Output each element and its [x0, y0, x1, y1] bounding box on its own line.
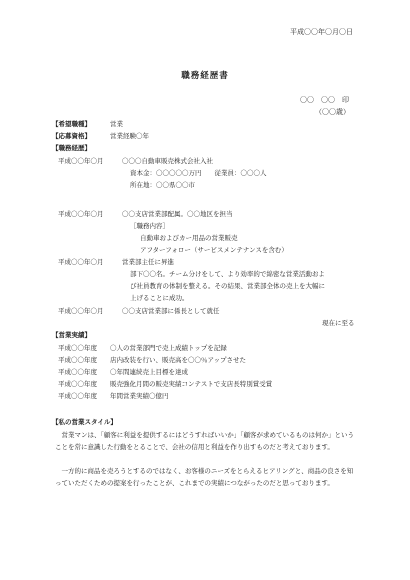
applicant-name-seal: 〇〇 〇〇 印 — [300, 96, 349, 104]
sales-style-paragraph: 一方的に商品を売ろうとするのではなく、お客様のニーズをとらえるヒアリングと、商品の良さを知っていただくための提案を行ったことが、これまでの実績につながったのだと思っております。 — [55, 467, 354, 487]
career-text: 〇〇〇自動車販売株式会社入社 — [122, 157, 213, 165]
achievement-year: 平成〇〇年度 — [58, 368, 97, 376]
career-heading: 【職務経歴】 — [52, 144, 91, 152]
document-date: 平成〇〇年〇月〇日 — [290, 28, 353, 36]
career-text: ［職務内容］ — [130, 222, 169, 230]
applicant-age: （〇〇歳） — [315, 108, 350, 116]
achievement-text: 〇年間連続売上目標を達成 — [110, 368, 188, 376]
career-text: 部下〇〇名。チーム分けをして、より効率的で綿密な営業活動およ — [130, 270, 325, 278]
career-text: 自動車およびカー用品の営業販売 — [140, 234, 238, 242]
career-date: 平成〇〇年〇月 — [58, 157, 104, 165]
achievement-year: 平成〇〇年度 — [58, 380, 97, 388]
career-text: 所在地：〇〇県〇〇市 — [130, 181, 195, 189]
sales-style-paragraph: 営業マンは、「顧客に利益を提供するにはどうすればいいか」「顧客が求めているものは何か」ということを常に意識した行動をとることで、会社の信用と利益を作り出すものだと考えております。 — [55, 431, 354, 451]
achievement-text: 販売強化月間の販売実績コンテストで支店長特別賞受賞 — [110, 380, 273, 388]
career-text: び社員教育の体制を整える。その結果、営業部全体の売上を大幅に — [130, 282, 325, 290]
achievement-year: 平成〇〇年度 — [58, 356, 97, 364]
achievement-text: 年間営業実績〇億円 — [110, 392, 169, 400]
achievement-year: 平成〇〇年度 — [58, 392, 97, 400]
achievements-heading: 【営業実績】 — [52, 331, 91, 339]
qualification-label: 【応募資格】 — [52, 132, 91, 140]
achievement-year: 平成〇〇年度 — [58, 344, 97, 352]
career-text: 〇〇支店営業部配属。〇〇地区を担当 — [122, 210, 233, 218]
career-text: 〇〇支店営業部に係長として就任 — [122, 307, 220, 315]
achievement-text: 〇人の営業部門で売上成績トップを記録 — [110, 344, 227, 352]
career-text: 上げることに成功。 — [130, 294, 189, 302]
career-text: 営業部主任に昇進 — [122, 258, 174, 266]
desired-job-value: 営業 — [110, 120, 123, 128]
career-date: 平成〇〇年〇月 — [58, 210, 104, 218]
document-title: 職務経歴書 — [181, 71, 229, 81]
sales-style-heading: 【私の営業スタイル】 — [52, 418, 117, 426]
achievement-text: 店内改装を行い、販売高を〇〇％アップさせた — [110, 356, 247, 364]
career-text: 資本金：〇〇〇〇〇万円 従業員：〇〇〇人 — [130, 169, 267, 177]
career-text: アフターフォロー（サービスメンテナンスを含む） — [140, 246, 288, 254]
qualification-value: 営業経験〇年 — [110, 132, 149, 140]
desired-job-label: 【希望職種】 — [52, 120, 91, 128]
career-date: 平成〇〇年〇月 — [58, 307, 104, 315]
career-current: 現在に至る — [322, 319, 355, 327]
career-date: 平成〇〇年〇月 — [58, 258, 104, 266]
